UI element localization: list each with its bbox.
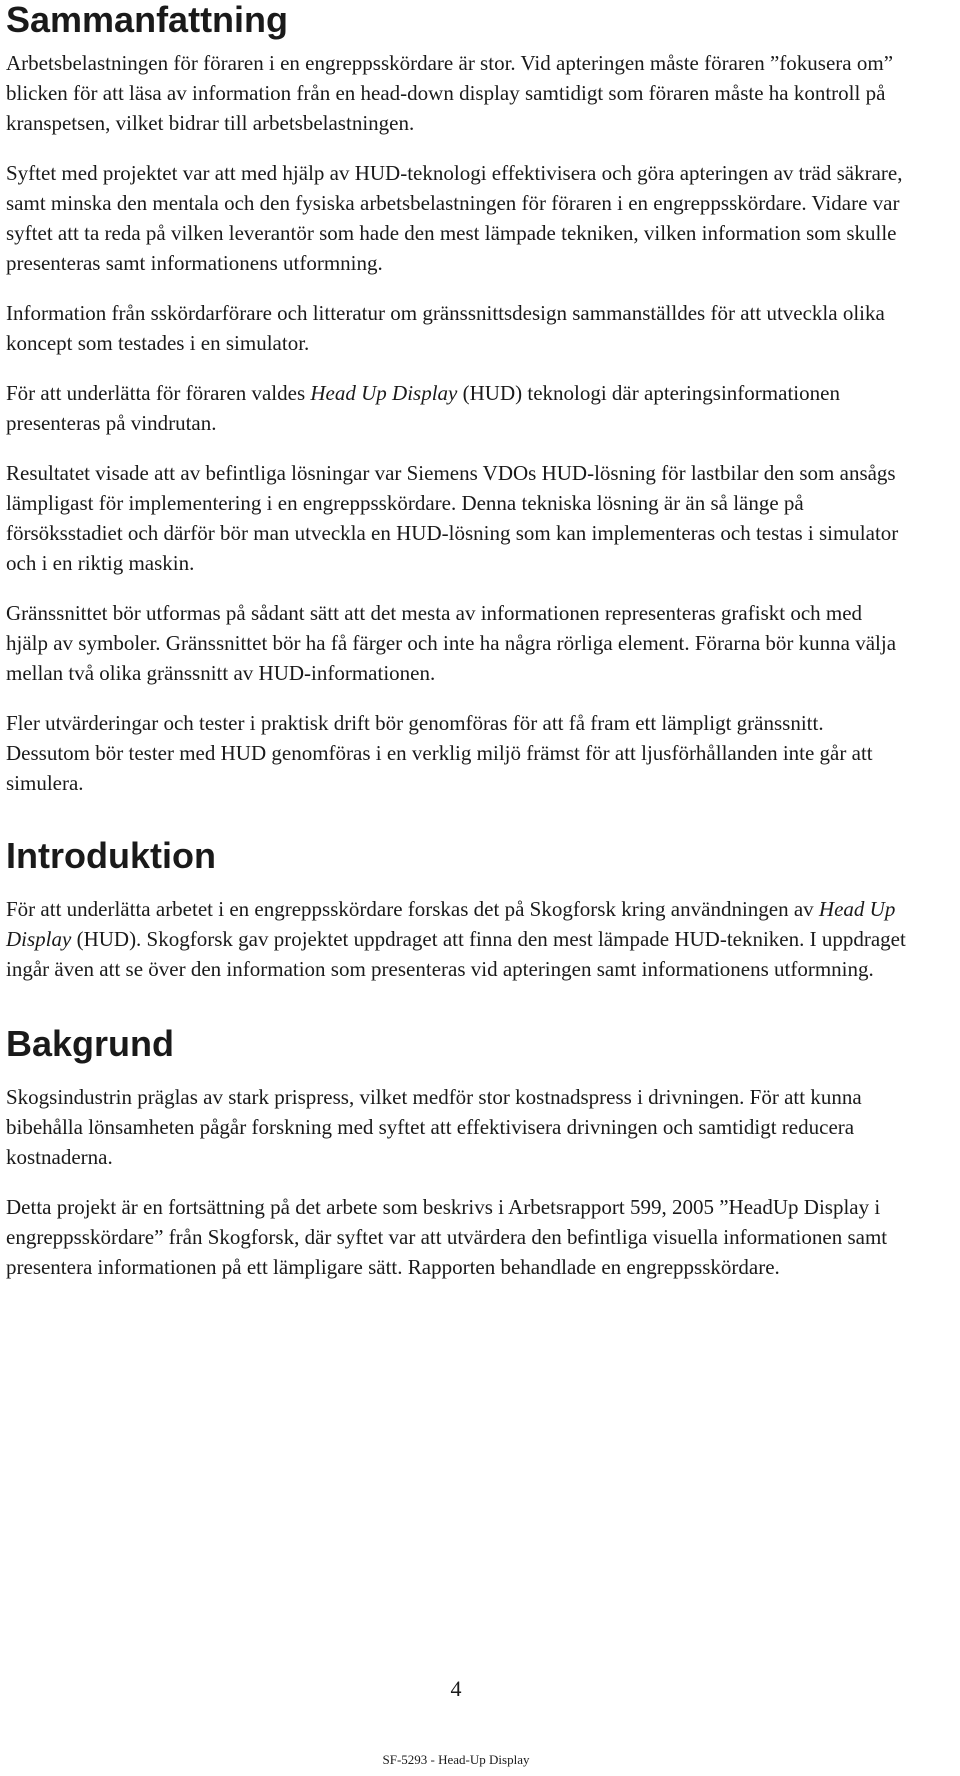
summary-paragraph-3: Information från sskördarförare och litteratur om gränssnittsdesign sammanställdes för att utveckla olika koncept som testades i en simulator. bbox=[6, 301, 885, 355]
page-number: 4 bbox=[450, 1676, 462, 1701]
background-paragraph-2: Detta projekt är en fortsättning på det arbete som beskrivs i Arbetsrapport 599, 2005 ”HeadUp Display i engreppsskördare” från Skogforsk, där syftet var att utvärdera den befintliga visuella informationen samt presentera informationen på ett lämpligare sätt. Rapporten behandlade en engreppsskördare. bbox=[6, 1195, 888, 1279]
intro-paragraph-text-a: För att underlätta arbetet i en engreppsskördare forskas det på Skogforsk kring användningen av bbox=[6, 897, 819, 921]
summary-paragraph-4 bbox=[6, 378, 906, 438]
summary-paragraph-2: Syftet med projektet var att med hjälp av HUD-teknologi effektivisera och göra apteringen av träd säkrare, samt minska den mentala och den fysiska arbetsbelastningen för föraren i en engreppsskördare. Vidare var syftet att ta reda på vilken leverantör som hade den mest lämpade tekniken, vilken information som skulle presenteras samt informationens utformning. bbox=[6, 161, 903, 275]
summary-paragraph-4-emphasis: Head Up Display bbox=[310, 381, 458, 405]
intro-paragraph bbox=[6, 894, 906, 984]
intro-paragraph-text-b: (HUD). Skogforsk gav projektet uppdraget att finna den mest lämpade HUD-tekniken. I uppdraget ingår även att se över den information som presenteras vid apteringen samt informationens utformning. bbox=[6, 927, 906, 981]
summary-paragraph-1: Arbetsbelastningen för föraren i en engreppsskördare är stor. Vid apteringen måste föraren ”fokusera om” blicken för att läsa av information från en head-down display samtidigt som föraren måste ha kontroll på kranspetsen, vilket bidrar till arbetsbelastningen. bbox=[6, 51, 894, 135]
heading-bakgrund: Bakgrund bbox=[6, 1023, 175, 1064]
summary-paragraph-6: Gränssnittet bör utformas på sådant sätt att det mesta av informationen representeras grafiskt och med hjälp av symboler. Gränssnittet bör ha få färger och inte ha några rörliga element. Förarna bör kunna välja mellan två olika gränssnitt av HUD-informationen. bbox=[6, 601, 897, 685]
heading-introduktion: Introduktion bbox=[6, 835, 216, 876]
summary-paragraph-4-text-a: För att underlätta för föraren valdes bbox=[6, 381, 311, 405]
summary-paragraph-7: Fler utvärderingar och tester i praktisk drift bör genomföras för att få fram ett lämpligt gränssnitt. Dessutom bör tester med HUD genomföras i en verklig miljö främst för att ljusförhållanden inte går att simulera. bbox=[6, 711, 873, 795]
page-content bbox=[6, 0, 906, 1767]
summary-paragraph-5: Resultatet visade att av befintliga lösningar var Siemens VDOs HUD-lösning för lastbilar den som ansågs lämpligast för implementering i en engreppsskördare. Denna tekniska lösning är än så länge på försöksstadiet och därför bör man utveckla en HUD-lösning som kan implementeras och testas i simulator och i en riktig maskin. bbox=[6, 461, 899, 575]
intro-paragraph-emphasis: Head Up Display bbox=[6, 897, 896, 951]
background-paragraph-1: Skogsindustrin präglas av stark prispress, vilket medför stor kostnadspress i drivningen. För att kunna bibehålla lönsamheten pågår forskning med syftet att effektivisera drivningen och samtidigt reducera kostnaderna. bbox=[6, 1085, 862, 1169]
page-footer: SF-5293 - Head-Up Display bbox=[382, 1752, 530, 1767]
summary-paragraph-4-text-b: (HUD) teknologi där apteringsinformationen presenteras på vindrutan. bbox=[6, 381, 840, 435]
heading-sammanfattning: Sammanfattning bbox=[6, 0, 289, 40]
